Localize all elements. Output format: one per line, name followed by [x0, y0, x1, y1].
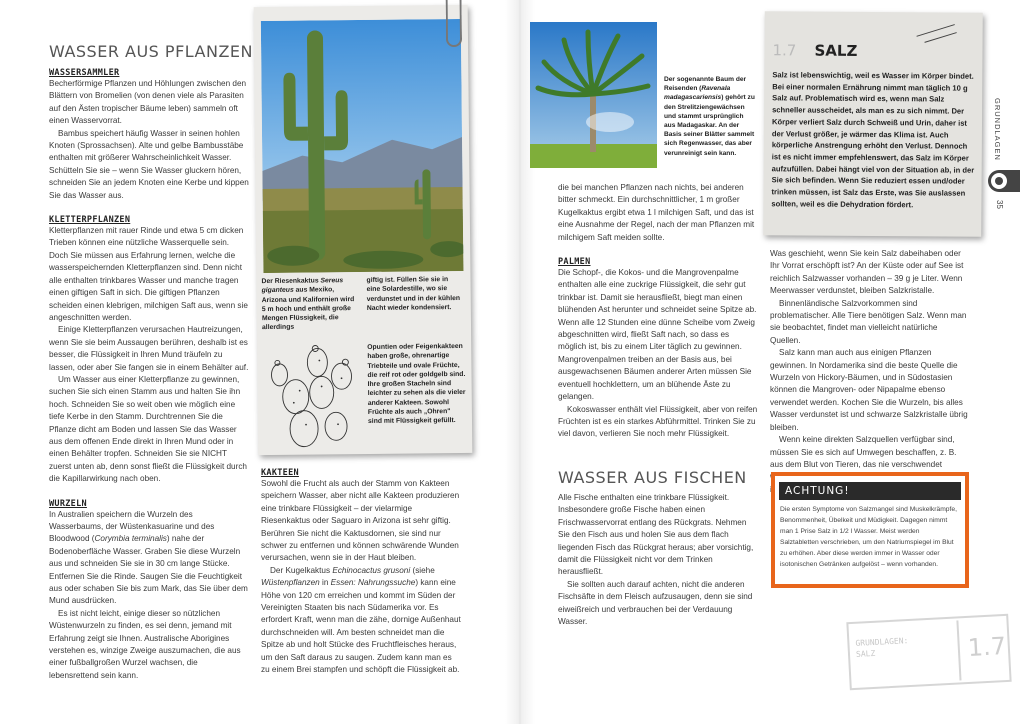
paragraph: Einige Kletterpflanzen verursachen Hautreizungen, wenn Sie sie beim Aussaugen berühren, deshalb ist es besser, die Flüssigkeit in Ihren Mund träufeln zu lassen, oder aber Sie fangen sie in einem Behälter auf. [49, 325, 249, 372]
salz-number: 1.7 [772, 41, 797, 60]
cactus-caption-1: Der Riesenkaktus Sereus giganteus aus Mexiko, Arizona und Kalifornien wird 5 m hoch und enthält große Mengen Flüssigkeit, die allerdings [261, 277, 355, 332]
left-column [49, 68, 249, 682]
paragraph: Die Schopf-, die Kokos- und die Mangrovenpalme enthalten alle eine zuckrige Flüssigkeit, die sehr gut trinkbar ist. Damit sie herausfließt, biegt man einen blühenden Ast herunter und schneidet seine Spitze ab. Wenn alle 12 Stunden eine dünne Scheibe vom Zweig abgeschnitten wird, fließt Saft nach, so dass es möglich ist, bis zu einem Liter täglich zu gewinnen. Mangrovenpalmen treiben an der Basis aus, bei ausgewachsenen Bäumen anderer Arten müssen Sie eventuell hochklettern, um an blühende Äste zu gelangen. [558, 268, 757, 402]
section-heading-wurzeln: WURZELN [49, 498, 87, 509]
paragraph: Kletterpflanzen mit rauer Rinde und etwa 5 cm dicken Trieben können eine nützliche Wasserquelle sein. Doch Sie müssen aus Erfahrung lernen, welche die wasserspeichernden Kletterpflanzen sind. Denn nicht alle enthalten trinkbares Wasser und manche tragen einen giftigen Saft in sich. Die giftigen Pflanzen scheiden einen klebrigen, milchigen Saft aus, wenn sie angeschnitten werden. [49, 226, 248, 322]
cactus-caption-2: Opuntien oder Feigenkakteen haben große, ohrenartige Triebteile und ovale Früchte, die reif rot oder goldgelb sind. Ihre großen Stacheln sind leichter zu sehen als die vieler anderer Kakteen. Sowohl Früchte als auch „Ohren" sind mit Flüssigkeit gefüllt. [367, 342, 466, 426]
salz-card [763, 11, 983, 237]
paper-clip [445, 0, 462, 47]
stamp-number: 1.7 [967, 631, 1007, 662]
paragraph: In Australien speichern die Wurzeln des Wasserbaums, der Wüstenkasuarine und des Bloodwood (Corymbia terminalis) nahe der Bodenoberfläche Wasser. Graben Sie diese Wurzeln aus und schneiden Sie sie in 30 cm lange Stücke. Entfernen Sie die Rinde. Saugen Sie die Feuchtigkeit aus oder schaben Sie bis zum Mark, das Sie über dem Mund ausdrücken. [49, 509, 248, 606]
paragraph: Sowohl die Frucht als auch der Stamm von Kakteen speichern Wasser, aber nicht alle Kakteen produzieren eine trinkbare Flüssigkeit – der vielarmige Riesenkaktus oder Saguaro in Arizona ist sehr giftig. Berühren Sie nicht die Kaktusdornen, sie sind nur schwer zu entfernen und können schwärende Wunden verursachen, wenn sie in der Haut bleiben. [261, 479, 460, 563]
paragraph: Wenn keine direkten Salzquellen verfügbar sind, müssen Sie es sich auf Umwegen beschaffen, z. B. aus dem Blut von Tieren, das nie verschwendet [770, 435, 957, 469]
paragraph: Was geschieht, wenn Sie kein Salz dabeihaben oder Ihr Vorrat erschöpft ist? An der Küste oder auf See ist reichlich Salzwasser vorhanden – 39 g je Liter. Wenn Meerwasser verdunstet, bleiben Salzkristalle. [770, 249, 964, 296]
salz-card-text: Salz ist lebenswichtig, weil es Wasser im Körper bindet. Bei einer normalen Ernährung nimmt man täglich 10 g Salz auf. Problematisch wird es, wenn man Salz schneller ausscheidet, als man es zu sich nimmt. Der Körper verliert Salz durch Schweiß und Urin, daher ist der Verlust größer, je wärmer das Klima ist. Auch körperliche Anstrengung erhöht den Verlust. Dennoch ist es nicht immer empfehlenswert, das Salz im Körper aufzufüllen. Dabei hängt viel von der Situation ab, in der Sie sich befinden. Wenn Sie reduziert essen und/oder trinken müssen, ist Salz das Erste, was Sie auslassen sollten, weil es die Dehydration fördert. [771, 70, 975, 210]
salz-title: SALZ [814, 41, 858, 60]
stamp-label: GRUNDLAGEN: SALZ [855, 636, 909, 659]
side-tab-label: GRUNDLAGEN [993, 98, 1002, 161]
paragraph: Um Wasser aus einer Kletterpflanze zu gewinnen, suchen Sie sich einen Stamm aus und halten Sie ihn hoch. Schneiden Sie so weit oben wie möglich eine tiefe Kerbe in den Stamm. Durchtrennen Sie die Pflanze dicht am Boden und lassen Sie das Wasser aus dem offenen Ende direkt in Ihren Mund oder in einen Behälter tropfen. Schneiden Sie sie NICHT zuerst unten ab, denn sonst fließt die Flüssigkeit durch die Kapillarwirkung nach oben. [49, 374, 247, 484]
page-title: WASSER AUS PFLANZEN [49, 42, 253, 61]
paragraph: Kokoswasser enthält viel Flüssigkeit, aber von reifen Früchten ist es ein starkes Abführmittel. Trinken Sie zu viel davon, verlieren Sie noch mehr Flüssigkeit. [558, 404, 758, 439]
water-drop-icon [991, 173, 1007, 189]
section-heading-kakteen: KAKTEEN [261, 468, 299, 478]
pen-stroke-decoration [915, 20, 959, 44]
paragraph: Alle Fische enthalten eine trinkbare Flüssigkeit. Insbesondere große Fische haben einen Frischwasservorrat entlang des Rückgrats. Nehmen Sie den Fisch aus und holen Sie aus dem flach liegenden Fisch das Rückgrat heraus; aber vorsichtig, damit die Flüssigkeit nicht vor dem Trinken herausfließt. [558, 493, 754, 577]
section-title-fische: WASSER AUS FISCHEN [558, 468, 747, 487]
achtung-title: ACHTUNG! [779, 482, 961, 500]
paragraph: Der Kugelkaktus Echinocactus grusoni (siehe Wüstenpflanzen in Essen: Nahrungssuche) kann eine Höhe von 120 cm erreichen und kommt im Süden der Vereinigten Staaten bis nach Südamerika vor. Es erfordert Kraft, wenn man die zähe, dornige Außenhaut durchschneiden will. Am besten schneidet man die Spitze ab und holt Stücke des Fruchtfleisches heraus, um den Saft daraus zu saugen. Zudem kann man es zu einem Brei stampfen und schöpft die Flüssigkeit ab. [261, 565, 461, 675]
section-heading-wassersammler: WASSERSAMMLER [49, 68, 120, 78]
paragraph: die bei manchen Pflanzen nach nichts, bei anderen bitter schmeckt. Ein durchschnittlicher, 1 m großer Kugelkaktus ergibt etwa 1 l milchigen Saft, und das ist eine Ausnahme der Regel, nach der man Pflanzen mit milchigem Saft meiden sollte. [558, 183, 755, 242]
cactus-photo-card [254, 5, 473, 455]
saguaro-photo [261, 19, 464, 273]
side-tab [988, 170, 1020, 192]
section-heading-kletterpflanzen: KLETTERPFLANZEN [49, 215, 131, 226]
section-heading-palmen: PALMEN [558, 257, 591, 268]
kakteen-section [261, 468, 461, 677]
fische-section [558, 492, 758, 628]
prickly-pear-illustration [265, 340, 362, 449]
page-number: 35 [995, 200, 1004, 209]
paragraph: Becherförmige Pflanzen und Höhlungen zwischen den Blättern von Bromelien (von denen viele als Parasiten auf den Ästen tropischer Bäume leben) sammeln oft einen Wasservorrat. [49, 79, 247, 126]
paragraph: Bambus speichert häufig Wasser in seinen hohlen Knoten (Sprossachsen). Alte und gelbe Bambusstäbe enthalten mit größerer Wahrscheinlichkeit Wasser. Schütteln Sie sie – wenn Sie Wasser gluckern hören, schneiden Sie an jedem Knoten eine Kerbe und kippen Sie das Wasser aus. [49, 128, 249, 200]
chapter-stamp [846, 614, 1011, 690]
salz-text [770, 248, 970, 496]
paragraph: Sie sollten auch darauf achten, nicht die anderen Fischsäfte in dem Fleisch aufzusaugen, denn sie sind eiweißreich und verbrauchen bei der Verdauung Wasser. [558, 579, 753, 627]
cactus-caption-1-cont: giftig ist. Füllen Sie sie in eine Solardestille, wo sie verdunstet und in der kühlen Nacht wieder kondensiert. [366, 276, 461, 312]
stamp-number-box [956, 618, 1009, 681]
paragraph: Es ist nicht leicht, einige dieser so nützlichen Wüstenwurzeln zu finden, es sei denn, jemand mit Erfahrung zeigt sie Ihnen. Australische Aborigines verstehen es, winzige Zweige auszumachen, die aus einer fußballgroßen Wurzel wachsen, die lebensrettend sein kann. [49, 608, 241, 680]
paragraph: Binnenländische Salzvorkommen sind problematischer. Alle Tiere benötigen Salz. Wenn man sie beobachtet, findet man vielleicht natürliche Quellen. [770, 298, 967, 345]
right-column [558, 182, 758, 441]
achtung-text: Die ersten Symptome von Salzmangel sind Muskelkrämpfe, Benommenheit, Übelkeit und Müdigkeit. Dagegen nimmt man 1 Prise Salz in 1/2 l Wasser. Meist werden Salztabletten verschrieben, um den Natriumspiegel im Blut zu erhöhen. Aber diese werden immer in Wasser oder isotonischen Getränken aufgelöst – wenn vorhanden. [780, 506, 957, 568]
achtung-box [771, 472, 969, 588]
paragraph: Salz kann man auch aus einigen Pflanzen gewinnen. In Nordamerika sind die beste Quelle die Wurzeln von Hickory-Bäumen, und in Südostasien können die Mangroven- oder Nipapalme ebenso verwendet werden. Kochen Sie die Wurzeln, bis alles Wasser verdunstet ist und schwarze Salzkristalle übrig bleiben. [770, 348, 968, 432]
travellers-tree-photo [530, 22, 657, 168]
tree-caption: Der sogenannte Baum der Reisenden (Ravenala madagascariensis) gehört zu den Strelitziengewächsen und stammt ursprünglich aus Madagaskar. An der Basis seiner Blätter sammelt sich Regenwasser, das aber verunreinigt sein kann. [664, 76, 755, 157]
